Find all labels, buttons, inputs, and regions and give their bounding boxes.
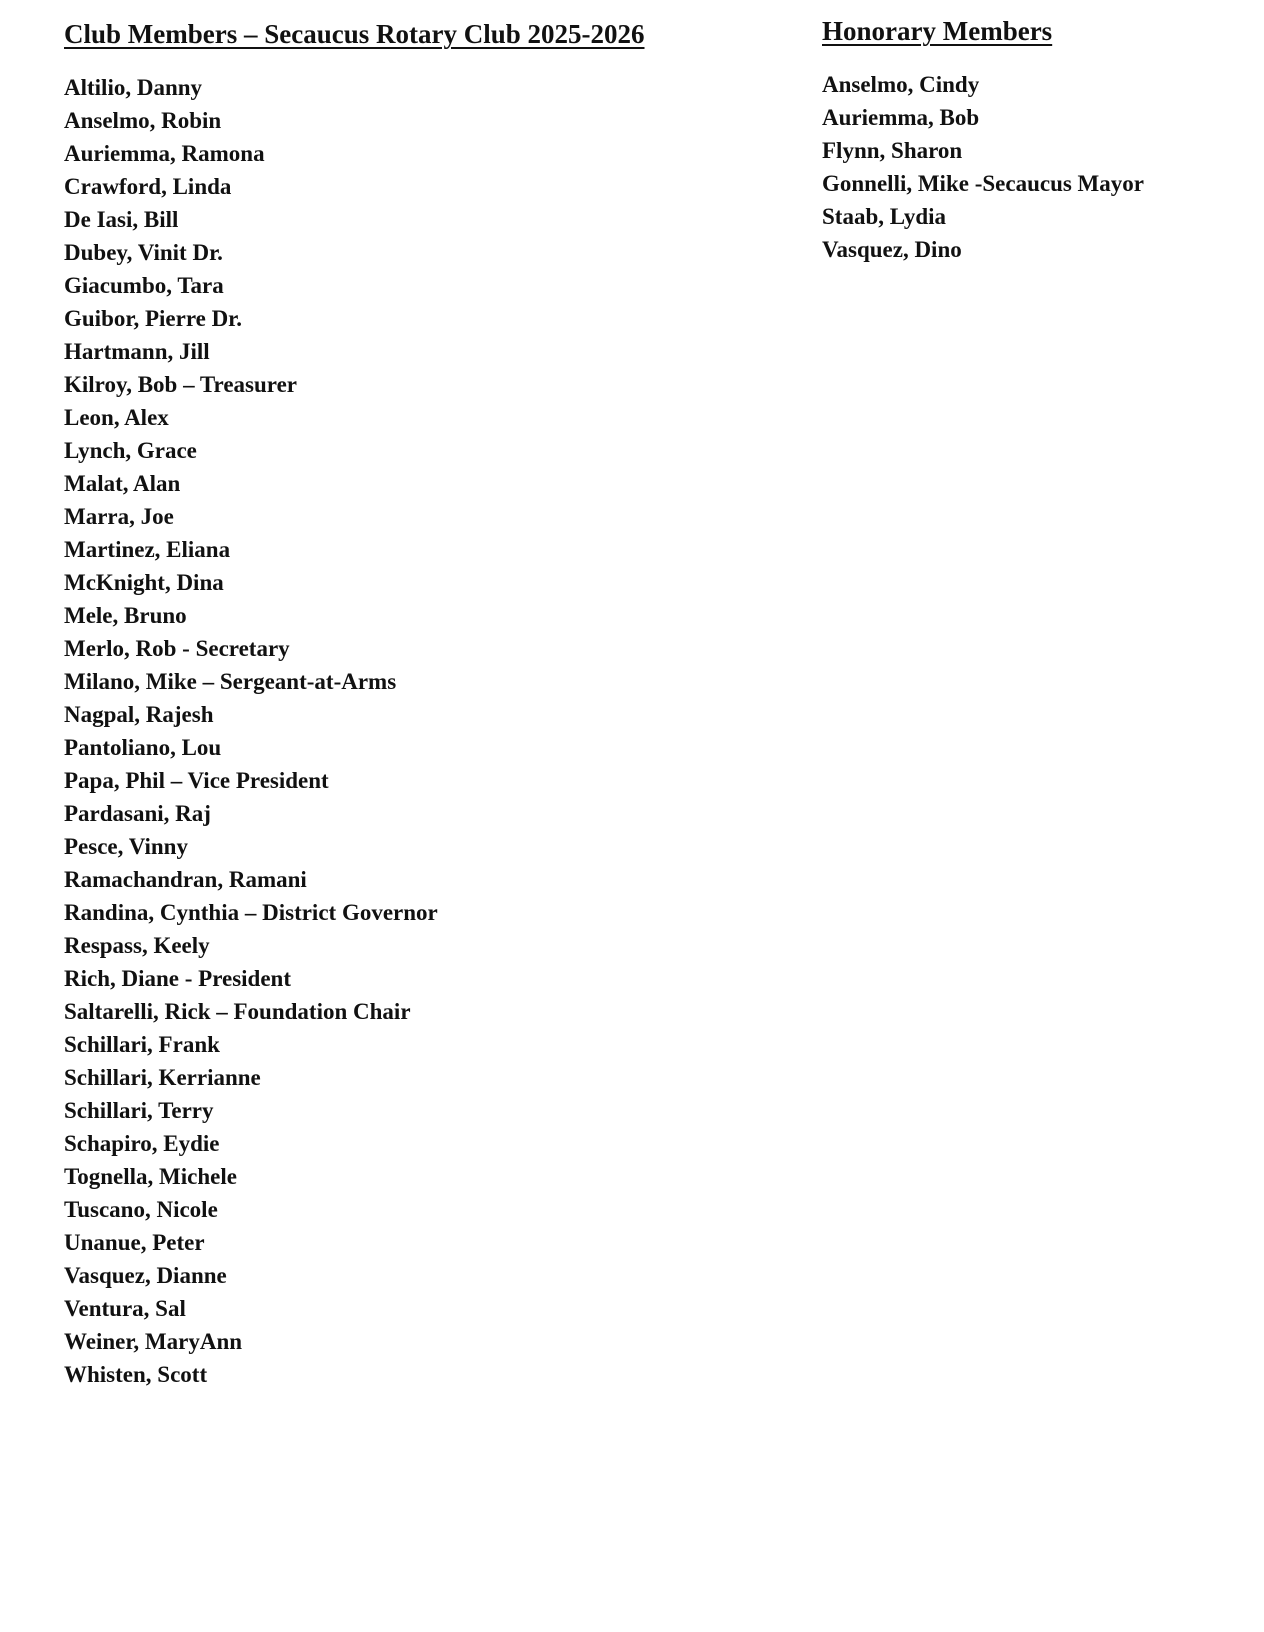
member-name: Gonnelli, Mike -Secaucus Mayor — [822, 171, 1144, 196]
member-name: Flynn, Sharon — [822, 138, 963, 163]
honorary-members-section — [822, 0, 1242, 266]
member-name: Giacumbo, Tara — [64, 273, 224, 298]
member-name: Auriemma, Bob — [822, 105, 980, 130]
member-name: Papa, Phil – Vice President — [64, 768, 329, 793]
member-name: Malat, Alan — [64, 471, 181, 496]
member-name: Milano, Mike – Sergeant-at-Arms — [64, 669, 397, 694]
member-name: Staab, Lydia — [822, 204, 946, 229]
club-members-list — [64, 71, 784, 1391]
member-name: Crawford, Linda — [64, 174, 232, 199]
honorary-members-heading: Honorary Members — [822, 16, 1053, 46]
member-name: Vasquez, Dianne — [64, 1263, 227, 1288]
member-name: Anselmo, Cindy — [822, 72, 980, 97]
member-name: Mele, Bruno — [64, 603, 187, 628]
member-name: Schapiro, Eydie — [64, 1131, 220, 1156]
member-name: Martinez, Eliana — [64, 537, 231, 562]
member-name: Schillari, Frank — [64, 1032, 220, 1057]
member-name: Ventura, Sal — [64, 1296, 186, 1321]
member-name: Leon, Alex — [64, 405, 169, 430]
member-name: Vasquez, Dino — [822, 237, 962, 262]
member-name: Hartmann, Jill — [64, 339, 210, 364]
member-name: Altilio, Danny — [64, 75, 203, 100]
club-members-section — [64, 0, 784, 1391]
member-name: Tuscano, Nicole — [64, 1197, 218, 1222]
member-name: Schillari, Terry — [64, 1098, 214, 1123]
member-name: Tognella, Michele — [64, 1164, 237, 1189]
member-name: Kilroy, Bob – Treasurer — [64, 372, 297, 397]
member-name: Ramachandran, Ramani — [64, 867, 307, 892]
member-name: Schillari, Kerrianne — [64, 1065, 261, 1090]
club-members-heading: Club Members – Secaucus Rotary Club 2025-2026 — [64, 19, 645, 49]
member-name: McKnight, Dina — [64, 570, 224, 595]
member-name: Pantoliano, Lou — [64, 735, 222, 760]
member-name: Auriemma, Ramona — [64, 141, 265, 166]
member-name: Randina, Cynthia – District Governor — [64, 900, 438, 925]
member-name: Merlo, Rob - Secretary — [64, 636, 290, 661]
member-name: Marra, Joe — [64, 504, 174, 529]
member-name: Whisten, Scott — [64, 1362, 208, 1387]
member-name: Weiner, MaryAnn — [64, 1329, 243, 1354]
member-name: Lynch, Grace — [64, 438, 197, 463]
member-name: De Iasi, Bill — [64, 207, 179, 232]
member-name: Guibor, Pierre Dr. — [64, 306, 243, 331]
member-name: Nagpal, Rajesh — [64, 702, 214, 727]
member-name: Pesce, Vinny — [64, 834, 188, 859]
member-name: Unanue, Peter — [64, 1230, 205, 1255]
member-name: Anselmo, Robin — [64, 108, 222, 133]
honorary-members-list — [822, 68, 1242, 266]
member-name: Respass, Keely — [64, 933, 210, 958]
member-name: Rich, Diane - President — [64, 966, 292, 991]
member-name: Pardasani, Raj — [64, 801, 211, 826]
member-name: Dubey, Vinit Dr. — [64, 240, 223, 265]
member-name: Saltarelli, Rick – Foundation Chair — [64, 999, 411, 1024]
